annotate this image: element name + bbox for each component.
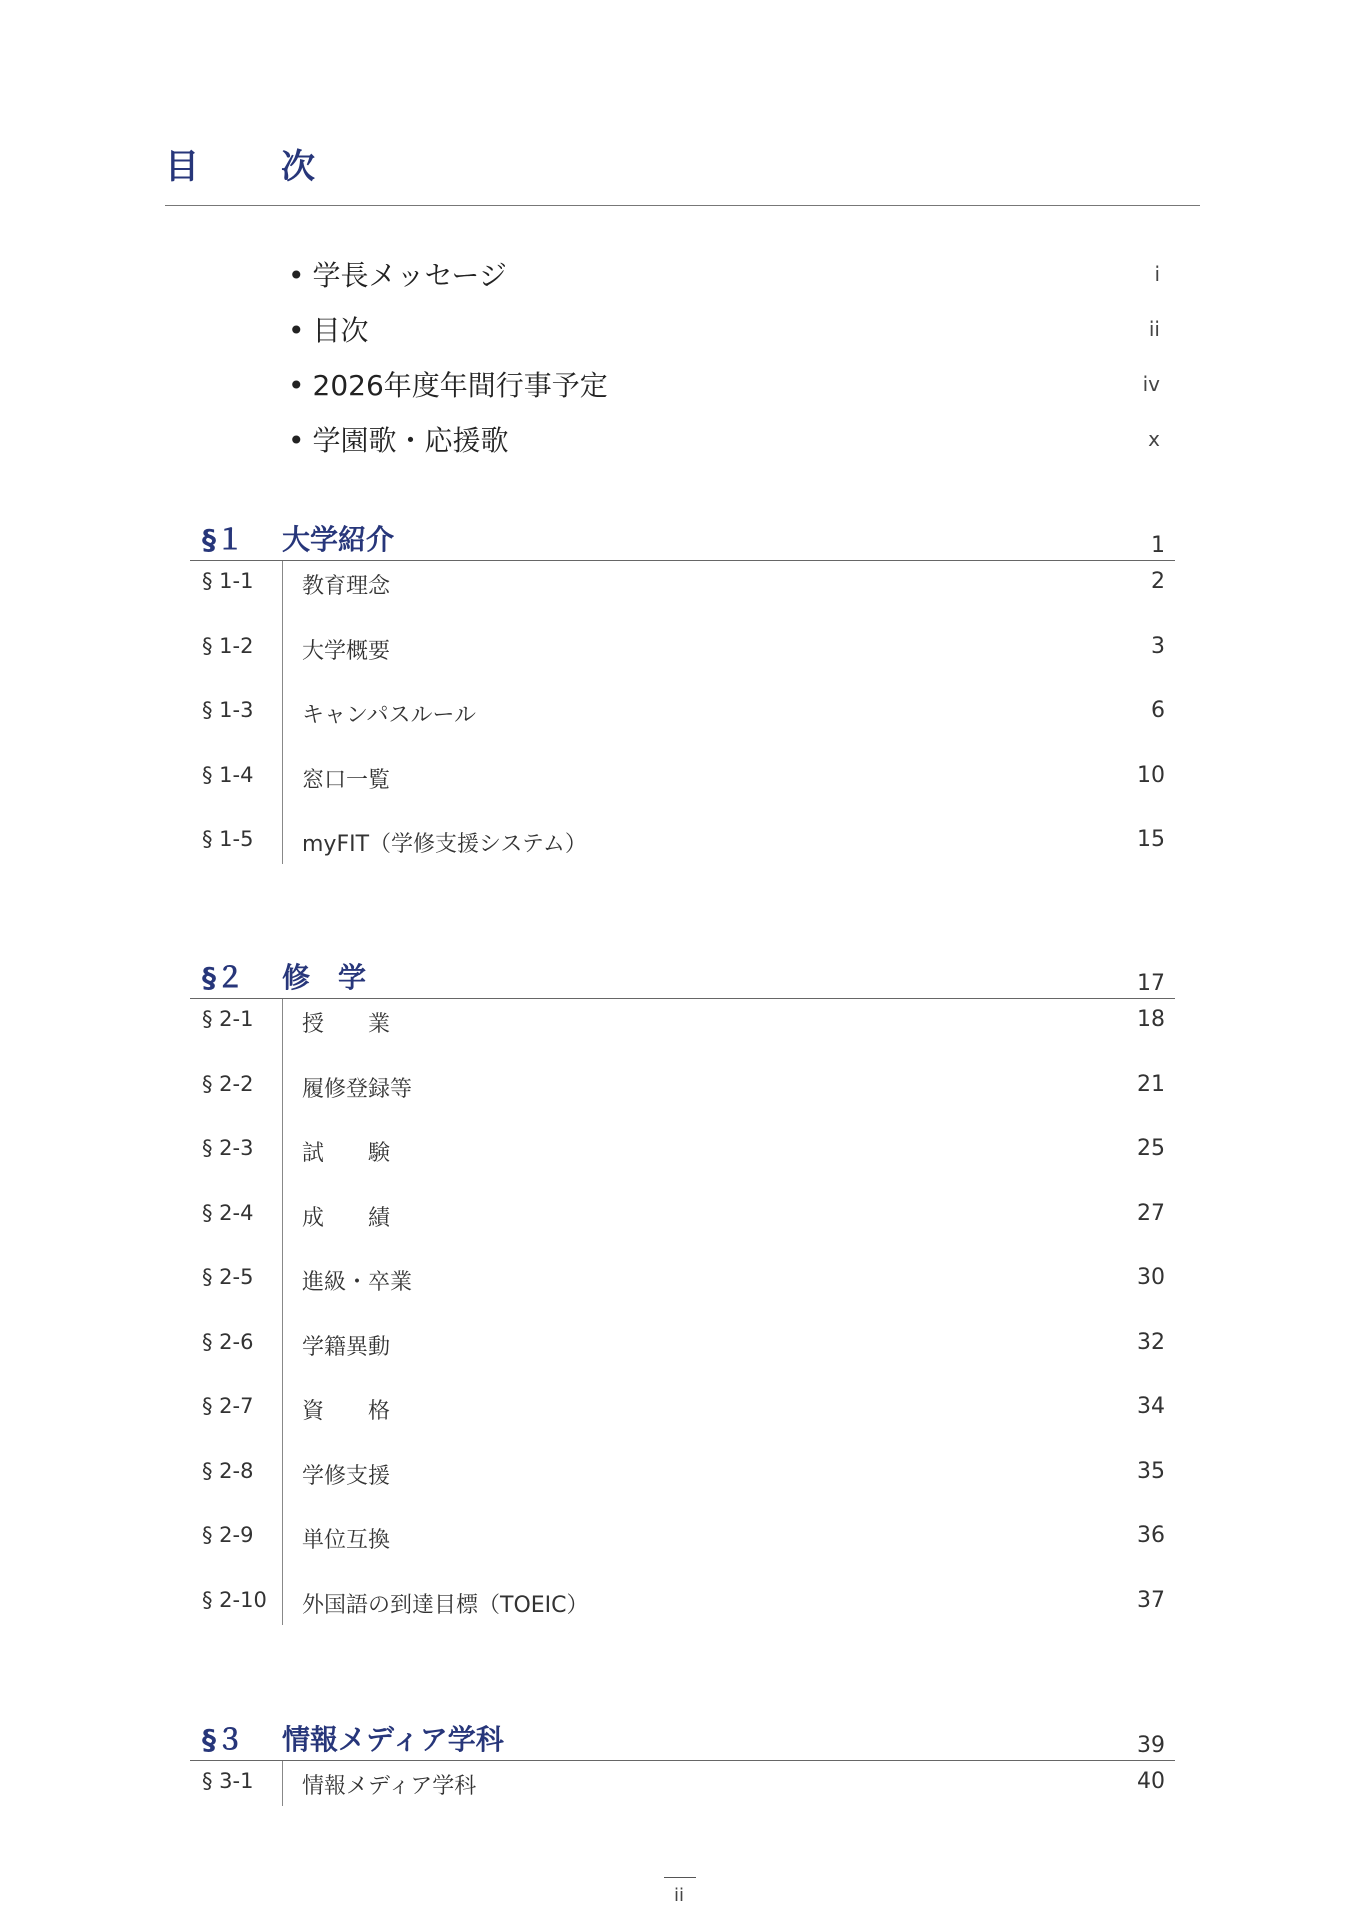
section-entries — [190, 1761, 1175, 1806]
toc-entry[interactable] — [190, 690, 1175, 755]
toc-intro-title: 学園歌・応援歌 — [312, 424, 509, 457]
toc-entry[interactable] — [190, 626, 1175, 691]
toc-entry[interactable] — [190, 1322, 1175, 1387]
toc-entry[interactable] — [190, 1193, 1175, 1258]
bullet: • — [288, 424, 305, 457]
entry-number: § 2-3 — [202, 1136, 254, 1160]
entry-title: 学籍異動 — [302, 1334, 391, 1360]
toc-page-number: 15 — [1137, 827, 1165, 852]
bullet: • — [288, 259, 305, 292]
toc-page-number: 40 — [1137, 1769, 1165, 1794]
toc-entry[interactable] — [190, 1451, 1175, 1516]
entry-title: myFIT（学修支援システム） — [302, 832, 587, 857]
toc-section-1 — [190, 518, 1175, 864]
toc-page-number: 34 — [1137, 1394, 1165, 1419]
entry-number: § 2-2 — [202, 1071, 254, 1096]
bullet: • — [288, 369, 305, 402]
toc-page-number: 18 — [1137, 1007, 1165, 1032]
entry-number: § 2-9 — [202, 1523, 254, 1547]
toc-entry[interactable] — [190, 1064, 1175, 1129]
entry-title: 授 業 — [302, 1012, 391, 1037]
toc-page-number: ii — [1148, 317, 1160, 341]
toc-page-number: 27 — [1137, 1200, 1165, 1226]
toc-page-number: 17 — [1137, 971, 1165, 996]
toc-page-number: 37 — [1137, 1587, 1165, 1613]
toc-page-number: i — [1154, 262, 1160, 286]
toc-page-number: 39 — [1137, 1733, 1165, 1758]
entry-title: 窓口一覧 — [302, 767, 391, 793]
toc-page-number: 3 — [1151, 633, 1165, 659]
toc-entry[interactable] — [190, 1128, 1175, 1193]
entry-title: 教育理念 — [302, 574, 391, 599]
toc-page-number: x — [1148, 427, 1160, 451]
toc-intro-title: 2026年度年間行事予定 — [312, 369, 608, 402]
entry-number: § 2-7 — [202, 1394, 254, 1418]
page-title: 目 次 — [165, 147, 339, 187]
section-heading[interactable] — [190, 1718, 1175, 1761]
entry-title: 外国語の到達目標（TOEIC） — [302, 1592, 589, 1618]
toc-page-number: 21 — [1137, 1071, 1165, 1097]
entry-title: 進級・卒業 — [302, 1270, 413, 1295]
toc-page-number: 6 — [1151, 698, 1165, 723]
toc-intro-item[interactable] — [288, 254, 1168, 294]
section-heading[interactable] — [190, 518, 1175, 561]
toc-intro-item[interactable] — [288, 309, 1168, 349]
footer-page-number: ii — [673, 1885, 684, 1906]
toc-page-number: iv — [1142, 372, 1160, 396]
toc-entry[interactable] — [190, 1580, 1175, 1625]
bullet: • — [288, 314, 305, 347]
entry-title: 履修登録等 — [302, 1076, 413, 1102]
toc-page-number: 1 — [1151, 533, 1165, 558]
toc-page-number: 36 — [1137, 1523, 1165, 1548]
toc-intro-item[interactable] — [288, 364, 1168, 404]
section-entries — [190, 561, 1175, 864]
toc-intro-title: 目次 — [312, 314, 369, 347]
section-heading[interactable] — [190, 956, 1175, 999]
toc-entry[interactable] — [190, 819, 1175, 864]
entry-title: 学修支援 — [302, 1463, 391, 1489]
section-number: §１ — [202, 523, 245, 556]
toc-entry[interactable] — [190, 1515, 1175, 1580]
section-title: 修 学 — [282, 961, 367, 994]
section-number: §２ — [202, 961, 245, 994]
entry-title: 情報メディア学科 — [302, 1774, 477, 1799]
entry-number: § 1-2 — [202, 633, 254, 658]
toc-page-number: 25 — [1137, 1136, 1165, 1161]
toc-page-number: 30 — [1137, 1265, 1165, 1290]
entry-number: § 1-5 — [202, 827, 254, 851]
toc-page-number: 10 — [1137, 762, 1165, 788]
toc-intro-title: 学長メッセージ — [312, 259, 507, 292]
entry-number: § 1-1 — [202, 569, 254, 593]
footer-divider — [664, 1877, 696, 1878]
entry-number: § 2-5 — [202, 1265, 254, 1289]
entry-number: § 2-1 — [202, 1007, 254, 1031]
toc-intro-item[interactable] — [288, 419, 1168, 459]
entry-title: 単位互換 — [302, 1528, 391, 1553]
section-title: 大学紹介 — [282, 523, 395, 556]
entry-number: § 2-4 — [202, 1200, 254, 1225]
toc-page-number: 32 — [1137, 1329, 1165, 1355]
toc-section-2 — [190, 956, 1175, 1625]
toc-section-3 — [190, 1718, 1175, 1806]
entry-title: 試 験 — [302, 1141, 391, 1166]
entry-title: キャンパスルール — [302, 703, 477, 728]
section-number: §３ — [202, 1723, 245, 1756]
toc-entry[interactable] — [190, 561, 1175, 626]
entry-number: § 2-6 — [202, 1329, 254, 1354]
toc-page-number: 2 — [1151, 569, 1165, 594]
toc-entry[interactable] — [190, 1257, 1175, 1322]
toc-entry[interactable] — [190, 999, 1175, 1064]
entry-number: § 1-3 — [202, 698, 254, 722]
entry-number: § 1-4 — [202, 762, 254, 787]
toc-entry[interactable] — [190, 755, 1175, 820]
entry-number: § 2-10 — [202, 1587, 267, 1612]
entry-title: 成 績 — [302, 1205, 391, 1231]
section-title: 情報メディア学科 — [282, 1723, 504, 1756]
toc-page-number: 35 — [1137, 1458, 1165, 1484]
title-divider — [165, 205, 1200, 206]
toc-entry[interactable] — [190, 1761, 1175, 1806]
entry-title: 大学概要 — [302, 638, 391, 664]
entry-title: 資 格 — [302, 1399, 391, 1424]
toc-entry[interactable] — [190, 1386, 1175, 1451]
entry-number: § 3-1 — [202, 1769, 254, 1793]
section-entries — [190, 999, 1175, 1625]
entry-number: § 2-8 — [202, 1458, 254, 1483]
